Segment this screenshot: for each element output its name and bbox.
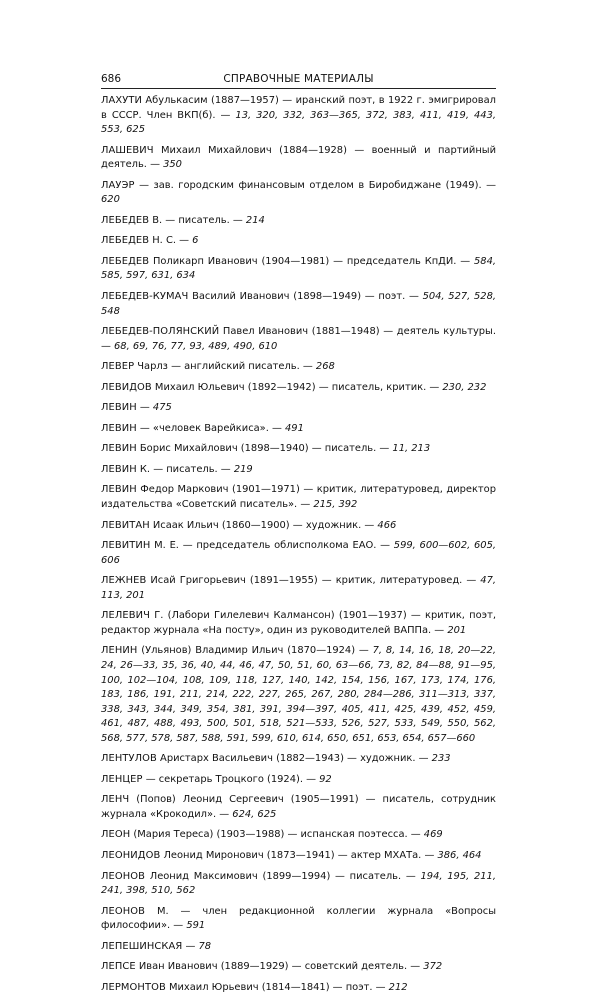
index-entry [101, 381, 496, 396]
entry-pages: 201 [447, 624, 467, 636]
index-entries [101, 94, 496, 1001]
entry-name: ЛЕВИН [101, 422, 137, 434]
entry-name: ЛЕВИН [101, 402, 137, 414]
entry-pages: 491 [285, 422, 304, 434]
entry-name: ЛАШЕВИЧ [101, 144, 154, 156]
index-entry [101, 401, 496, 416]
entry-description: Михаил Юльевич (1892—1942) — писатель, критик. — [151, 381, 443, 393]
entry-pages: 504, 527, 528, 548 [101, 291, 496, 317]
entry-description: — «человек Варейкиса». — [136, 422, 286, 434]
entry-description: — зав. городским финансовым отделом в Биробиджане (1949). — [134, 179, 496, 191]
entry-name: ЛЕОНОВ [101, 870, 146, 882]
index-entry [101, 463, 496, 478]
entry-description: М. Е. — председатель облисполкома ЕАО. — [150, 540, 394, 552]
entry-pages: 219 [233, 463, 253, 475]
entry-description: Борис Михайлович (1898—1940) — писатель. — [136, 443, 393, 455]
entry-description: Чарлз — английский писатель. — [134, 361, 316, 373]
index-entry [101, 793, 496, 822]
entry-pages: 47, 113, 201 [101, 575, 496, 601]
index-entry [101, 255, 496, 284]
entry-description: Иван Иванович (1889—1929) — советский деятель. — [135, 961, 424, 973]
entry-description: Михаил Юрьевич (1814—1841) — поэт. — [165, 981, 389, 993]
entry-name: ЛЕНЦЕР [101, 773, 143, 785]
entry-name: ЛЕБЕДЕВ-КУМАЧ [101, 291, 189, 303]
entry-description: (Мария Тереса) (1903—1988) — испанская поэтесса. — [130, 829, 424, 841]
entry-name: ЛЕНТУЛОВ [101, 753, 157, 765]
index-entry [101, 960, 496, 975]
entry-pages: 13, 320, 332, 363—365, 372, 383, 411, 419, 443, 553, 625 [101, 109, 496, 136]
entry-description: Абулькасим (1887—1957) — иранский поэт, в 1922 г. эмигрировал в СССР. Член ВКП(б). — [101, 95, 496, 121]
entry-pages: 591 [186, 920, 206, 932]
entry-pages: 372 [423, 961, 443, 973]
entry-description: Г. (Лабори Гилелевич Калмансон) (1901—1937) — критик, поэт, редактор журнала «На посту», один из руководителей ВАППа. — [101, 610, 496, 636]
entry-name: ЛЕНЧ [101, 794, 130, 806]
entry-pages: 215, 392 [313, 499, 358, 511]
index-entry [101, 214, 496, 229]
index-entry [101, 519, 496, 534]
entry-name: ЛЕБЕДЕВ [101, 235, 150, 247]
index-entry [101, 325, 496, 354]
index-entry [101, 483, 496, 512]
entry-description: Исай Григорьевич (1891—1955) — критик, литературовед. — [146, 575, 481, 587]
index-entry [101, 828, 496, 843]
entry-name: ЛЕЛЕВИЧ [101, 610, 150, 622]
index-entry [101, 981, 496, 996]
entry-pages: 92 [319, 773, 332, 785]
entry-name: ЛЕЖНЕВ [101, 575, 147, 587]
entry-name: ЛЕПЕШИНСКАЯ [101, 940, 183, 952]
entry-description: — [182, 940, 199, 952]
index-entry [101, 290, 496, 319]
entry-name: ЛЕБЕДЕВ-ПОЛЯНСКИЙ [101, 326, 220, 338]
header-rule [101, 88, 496, 89]
index-entry [101, 442, 496, 457]
entry-description: (Попов) Леонид Сергеевич (1905—1991) — писатель, сотрудник журнала «Крокодил». — [101, 794, 496, 820]
entry-name: ЛЕБЕДЕВ [101, 214, 150, 226]
entry-description: — секретарь Троцкого (1924). — [142, 773, 320, 785]
entry-description: Н. С. — [149, 235, 193, 247]
index-entry [101, 574, 496, 603]
index-entry [101, 940, 496, 955]
index-entry [101, 752, 496, 767]
entry-description: Аристарх Васильевич (1882—1943) — художник. — [156, 753, 432, 765]
entry-description: Леонид Миронович (1873—1941) — актер МХАТа. — [160, 849, 438, 861]
entry-name: ЛЕНИН [101, 645, 138, 657]
entry-name: ЛЕВИН [101, 443, 137, 455]
entry-name: ЛЕБЕДЕВ [101, 255, 150, 267]
entry-description: Поликарп Иванович (1904—1981) — председатель КпДИ. — [149, 255, 474, 267]
page-number: 686 [101, 73, 122, 85]
index-entry [101, 234, 496, 249]
index-entry [101, 94, 496, 138]
entry-name: ЛЕОН [101, 829, 131, 841]
entry-description: М. — член редакционной коллегии журнала «Вопросы философии». — [101, 905, 496, 932]
index-entry [101, 422, 496, 437]
entry-pages: 386, 464 [437, 849, 482, 861]
entry-description: Леонид Максимович (1899—1994) — писатель. — [145, 870, 421, 882]
entry-pages: 78 [198, 940, 212, 952]
entry-name: ЛАУЭР [101, 179, 135, 191]
index-entry [101, 905, 496, 934]
entry-name: ЛЕВЕР [101, 361, 135, 373]
entry-description: К. — писатель. — [136, 463, 234, 475]
entry-name: ЛЕОНИДОВ [101, 849, 161, 861]
entry-pages: 466 [377, 519, 397, 531]
entry-name: ЛЕВИДОВ [101, 381, 152, 393]
index-entry [101, 773, 496, 788]
entry-name: ЛЕПСЕ [101, 961, 136, 973]
page-header [101, 71, 496, 87]
entry-name: ЛЕОНОВ [101, 905, 146, 917]
entry-description: Павел Иванович (1881—1948) — деятель культуры. — [101, 326, 496, 352]
entry-name: ЛАХУТИ [101, 95, 142, 106]
entry-description: В. — писатель. — [149, 214, 246, 226]
entry-name: ЛЕВИТИН [101, 540, 151, 552]
entry-pages: 350 [163, 159, 182, 171]
entry-description: Федор Маркович (1901—1971) — критик, литературовед, директор издательства «Советский писатель». — [101, 484, 496, 511]
entry-pages: 7, 8, 14, 16, 18, 20—22, 24, 26—33, 35, 36, 40, 44, 46, 47, 50, 51, 60, 63—66, 73, 82, 84—88, 91—95, 100, 102—104, 108, 109, 118, 127, 140, 142, 154, 156, 167, 173, 174, 176, 183, 186, 191, 211, 214, 222, 227, 265, 267, 280, 284—286, 311—313, 337, 338, 343, 344, 349, 354, 381, 391, 394—397, 405, 411, 425, 439, 452, 459, 461, 487, 488, 493, 500, 501, 518, 521—533, 526, 527, 533, 549, 550, 562, 568, 577, 578, 587, 588, 591, 599, 610, 614, 650, 651, 653, 654, 657—660 [101, 645, 496, 744]
entry-description: (Ульянов) Владимир Ильич (1870—1924) — [137, 645, 373, 657]
index-entry [101, 870, 496, 899]
entry-pages: 624, 625 [232, 808, 277, 820]
index-entry [101, 539, 496, 568]
entry-pages: 475 [152, 402, 172, 414]
entry-pages: 233 [431, 753, 451, 765]
entry-pages: 6 [192, 235, 199, 247]
entry-pages: 214 [245, 214, 265, 226]
entry-pages: 584, 585, 597, 631, 634 [101, 255, 496, 282]
index-entry [101, 360, 496, 375]
entry-name: ЛЕВИТАН [101, 519, 150, 531]
entry-pages: 194, 195, 211, 241, 398, 510, 562 [101, 870, 496, 897]
entry-description: — [136, 402, 153, 414]
index-entry [101, 644, 496, 746]
entry-description: Михаил Михайлович (1884—1928) — военный и партийный деятель. — [101, 144, 496, 171]
entry-name: ЛЕВИН [101, 484, 137, 496]
index-entry [101, 849, 496, 864]
entry-pages: 11, 213 [392, 443, 431, 455]
entry-pages: 68, 69, 76, 77, 93, 489, 490, 610 [114, 340, 278, 352]
entry-description: Исаак Ильич (1860—1900) — художник. — [149, 519, 378, 531]
entry-pages: 469 [423, 829, 443, 841]
entry-description: Василий Иванович (1898—1949) — поэт. — [188, 291, 423, 303]
entry-pages: 599, 600—602, 605, 606 [101, 540, 496, 566]
entry-name: ЛЕРМОНТОВ [101, 981, 166, 993]
index-entry [101, 609, 496, 638]
index-entry [101, 179, 496, 208]
running-title: СПРАВОЧНЫЕ МАТЕРИАЛЫ [223, 73, 374, 85]
entry-pages: 230, 232 [442, 381, 487, 393]
entry-pages: 620 [101, 194, 120, 206]
entry-name: ЛЕВИН [101, 463, 137, 475]
entry-pages: 212 [388, 981, 408, 993]
index-entry [101, 144, 496, 173]
entry-pages: 268 [315, 361, 335, 373]
